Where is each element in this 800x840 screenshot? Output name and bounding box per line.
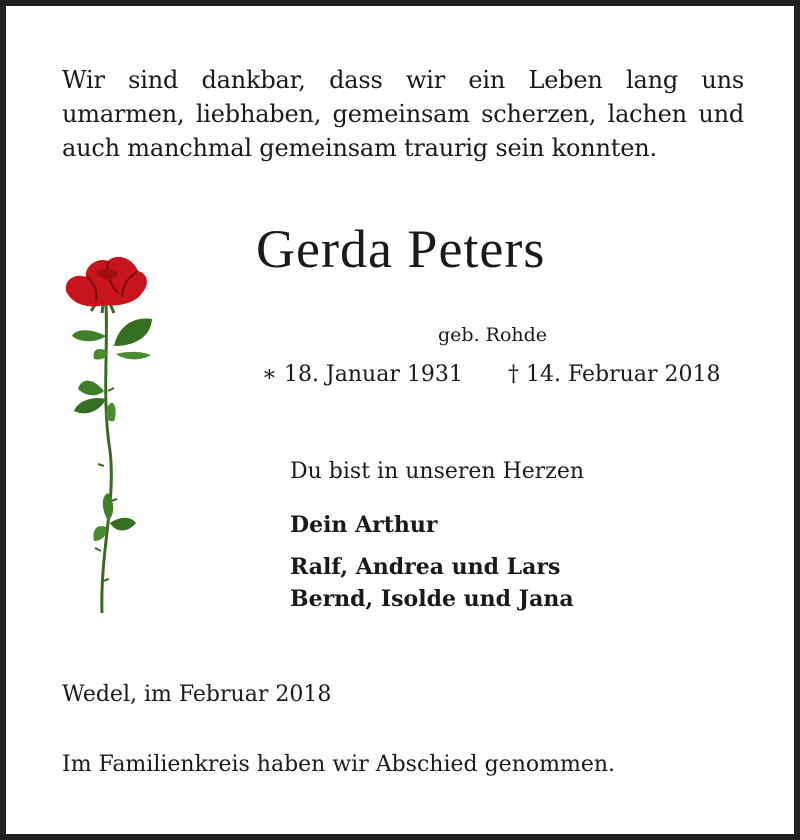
intro-line: Wir sind dankbar, dass wir ein Leben lang uns [62, 66, 744, 94]
intro-line: auch manchmal gemeinsam traurig sein konnten. [62, 134, 657, 162]
signatory: Dein Arthur [290, 512, 438, 538]
memorial-quote: Du bist in unseren Herzen [290, 459, 585, 484]
rose-icon [56, 251, 166, 619]
death-date: † 14. Februar 2018 [508, 362, 721, 387]
signatory: Ralf, Andrea und Lars [290, 554, 561, 580]
closing-note: Im Familienkreis haben wir Abschied genommen. [62, 752, 616, 777]
maiden-name: geb. Rohde [438, 324, 548, 346]
signatory: Bernd, Isolde und Jana [290, 586, 574, 612]
place-date: Wedel, im Februar 2018 [62, 682, 332, 707]
intro-text [62, 63, 744, 165]
birth-date: ∗ 18. Januar 1931 [262, 362, 463, 387]
intro-line: umarmen, liebhaben, gemeinsam scherzen, lachen und [62, 100, 744, 128]
deceased-name: Gerda Peters [256, 219, 546, 279]
